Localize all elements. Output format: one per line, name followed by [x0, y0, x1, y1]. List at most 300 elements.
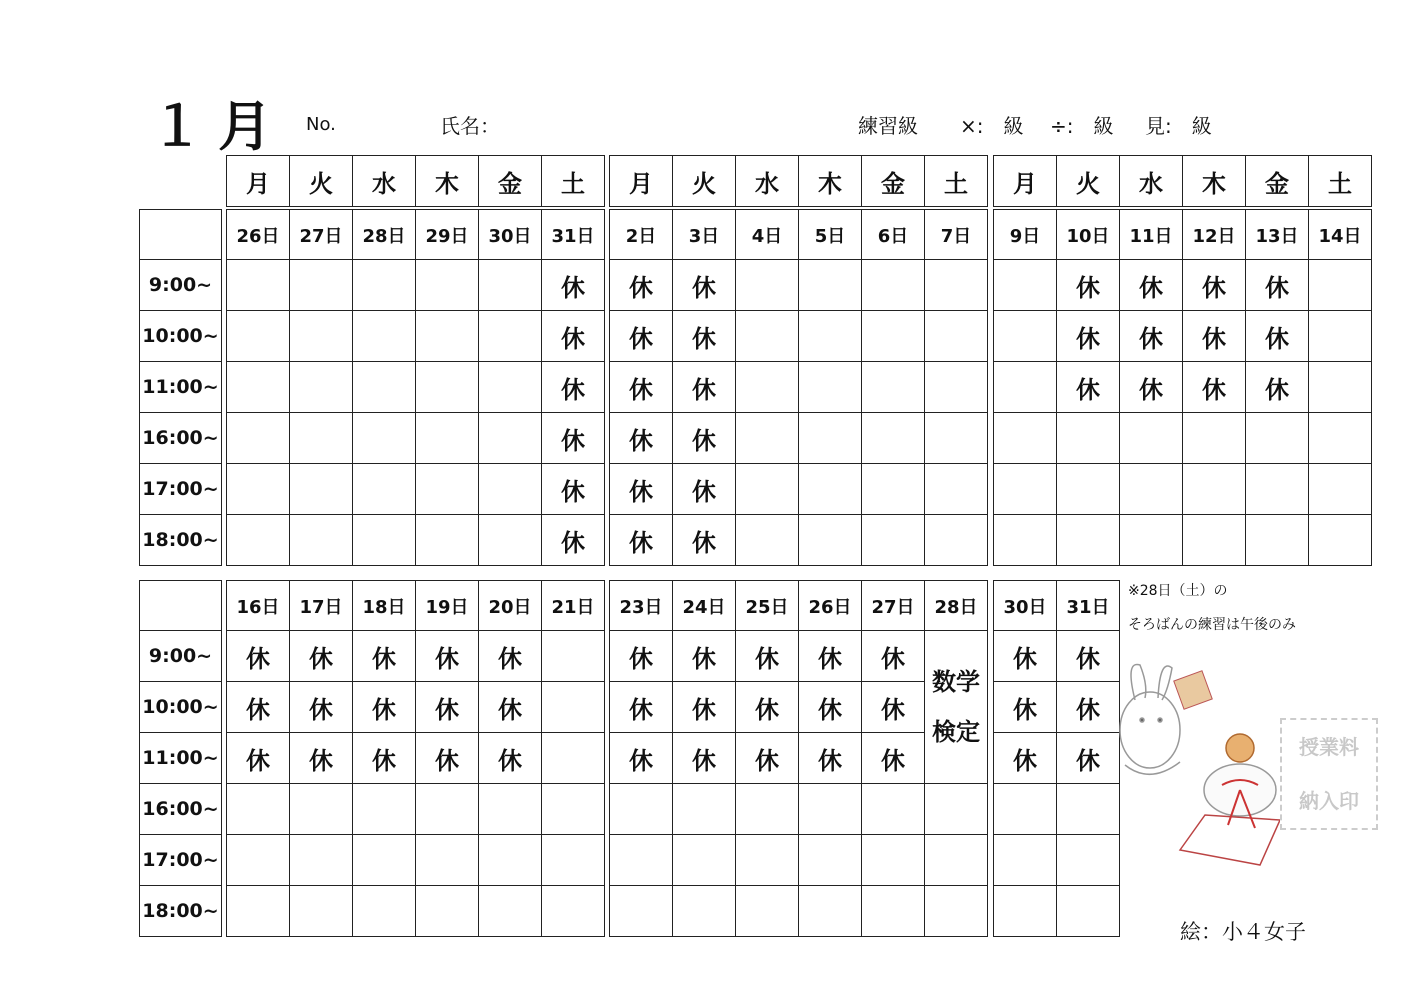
schedule-row: [227, 682, 605, 733]
note-line-1: ※28日（土）の: [1128, 583, 1228, 599]
rest-cell: 休: [610, 413, 673, 464]
rest-cell: 休: [1183, 362, 1246, 413]
schedule-block-top-3: [993, 209, 1372, 566]
empty-cell: [290, 784, 353, 835]
empty-cell: [1246, 515, 1309, 566]
empty-cell: [353, 784, 416, 835]
date-cell: 6日: [862, 210, 925, 260]
empty-cell: [610, 835, 673, 886]
rest-cell: 休: [610, 311, 673, 362]
empty-cell: [479, 260, 542, 311]
schedule-row: [227, 311, 605, 362]
rest-cell: 休: [799, 682, 862, 733]
empty-cell: [925, 464, 988, 515]
empty-cell: [994, 413, 1057, 464]
schedule-row: [994, 311, 1372, 362]
date-cell: 27日: [290, 210, 353, 260]
empty-cell: [1057, 515, 1120, 566]
month-title: １月: [150, 95, 286, 158]
date-row: [610, 581, 988, 631]
rest-cell: 休: [673, 682, 736, 733]
date-cell: 27日: [862, 581, 925, 631]
time-header-row: [140, 210, 222, 260]
empty-cell: [479, 835, 542, 886]
rest-cell: 休: [1057, 362, 1120, 413]
empty-cell: [542, 682, 605, 733]
time-row: [140, 886, 222, 937]
empty-cell: [673, 784, 736, 835]
blank-corner-cell: [140, 581, 222, 631]
empty-cell: [290, 260, 353, 311]
empty-cell: [227, 784, 290, 835]
weekday-cell: 水: [1120, 156, 1183, 207]
schedule-block-bottom-1: [226, 580, 605, 937]
rest-cell: 休: [994, 631, 1057, 682]
weekday-cell: 土: [542, 156, 605, 207]
rest-cell: 休: [542, 413, 605, 464]
empty-cell: [479, 784, 542, 835]
weekday-cell: 月: [610, 156, 673, 207]
empty-cell: [416, 515, 479, 566]
rest-cell: 休: [542, 464, 605, 515]
rest-cell: 休: [416, 733, 479, 784]
date-cell: 20日: [479, 581, 542, 631]
empty-cell: [416, 784, 479, 835]
multiplication-level: ×: 級: [960, 114, 1024, 138]
empty-cell: [542, 835, 605, 886]
rest-cell: 休: [353, 733, 416, 784]
empty-cell: [799, 260, 862, 311]
empty-cell: [862, 362, 925, 413]
schedule-row: [227, 260, 605, 311]
rest-cell: 休: [610, 362, 673, 413]
rest-cell: 休: [227, 733, 290, 784]
empty-cell: [353, 886, 416, 937]
schedule-row: [227, 515, 605, 566]
date-cell: 28日: [353, 210, 416, 260]
empty-cell: [353, 515, 416, 566]
empty-cell: [416, 835, 479, 886]
date-cell: 11日: [1120, 210, 1183, 260]
weekday-cell: 火: [290, 156, 353, 207]
time-column-top: [139, 209, 222, 566]
empty-cell: [736, 835, 799, 886]
rest-cell: 休: [542, 260, 605, 311]
empty-cell: [994, 464, 1057, 515]
time-row: [140, 733, 222, 784]
rest-cell: 休: [610, 515, 673, 566]
schedule-row: [994, 682, 1120, 733]
rabbit-drawing: [1120, 664, 1180, 774]
time-row: [140, 260, 222, 311]
rest-cell: 休: [1057, 311, 1120, 362]
empty-cell: [479, 515, 542, 566]
rest-cell: 休: [1057, 631, 1120, 682]
rest-cell: 休: [799, 733, 862, 784]
rest-cell: 休: [1246, 311, 1309, 362]
empty-cell: [227, 464, 290, 515]
schedule-row: [610, 362, 988, 413]
empty-cell: [353, 260, 416, 311]
empty-cell: [736, 260, 799, 311]
rest-cell: 休: [673, 631, 736, 682]
empty-cell: [290, 362, 353, 413]
weekday-row: [610, 156, 988, 207]
rest-cell: 休: [1246, 362, 1309, 413]
empty-cell: [1057, 413, 1120, 464]
rest-cell: 休: [227, 631, 290, 682]
rest-cell: 休: [1120, 311, 1183, 362]
empty-cell: [925, 260, 988, 311]
rest-cell: 休: [290, 733, 353, 784]
rest-cell: 休: [673, 362, 736, 413]
blank-corner-cell: [140, 210, 222, 260]
schedule-row: [994, 464, 1372, 515]
schedule-row: [227, 631, 605, 682]
rest-cell: 休: [610, 260, 673, 311]
schedule-row: [994, 835, 1120, 886]
empty-cell: [799, 311, 862, 362]
rest-cell: 休: [416, 631, 479, 682]
schedule-row: [610, 515, 988, 566]
schedule-row: [994, 515, 1372, 566]
empty-cell: [479, 464, 542, 515]
empty-cell: [610, 784, 673, 835]
date-row: [227, 210, 605, 260]
empty-cell: [862, 784, 925, 835]
schedule-block-bottom-3: [993, 580, 1120, 937]
empty-cell: [736, 886, 799, 937]
rest-cell: 休: [1057, 733, 1120, 784]
weekday-row: [227, 156, 605, 207]
empty-cell: [736, 311, 799, 362]
empty-cell: [227, 260, 290, 311]
schedule-row: [994, 784, 1120, 835]
empty-cell: [862, 835, 925, 886]
empty-cell: [925, 835, 988, 886]
empty-cell: [227, 311, 290, 362]
date-cell: 31日: [1057, 581, 1120, 631]
weekday-header-2: [609, 155, 988, 207]
empty-cell: [290, 515, 353, 566]
weekday-cell: 木: [799, 156, 862, 207]
schedule-row: [227, 784, 605, 835]
empty-cell: [994, 835, 1057, 886]
weekday-header-1: [226, 155, 605, 207]
rest-cell: 休: [1057, 682, 1120, 733]
rest-cell: 休: [1120, 260, 1183, 311]
schedule-row: [994, 733, 1120, 784]
weekday-cell: 水: [736, 156, 799, 207]
date-cell: 23日: [610, 581, 673, 631]
empty-cell: [862, 260, 925, 311]
time-slot-label: 9:00~: [140, 260, 222, 311]
stamp-line-2: 納入印: [1299, 789, 1359, 813]
empty-cell: [542, 784, 605, 835]
empty-cell: [479, 886, 542, 937]
empty-cell: [416, 886, 479, 937]
rest-cell: 休: [862, 733, 925, 784]
rest-cell: 休: [799, 631, 862, 682]
empty-cell: [799, 413, 862, 464]
new-year-illustration: [1110, 650, 1280, 880]
empty-cell: [1246, 413, 1309, 464]
empty-cell: [799, 362, 862, 413]
empty-cell: [479, 413, 542, 464]
rest-cell: 休: [542, 515, 605, 566]
time-row: [140, 413, 222, 464]
empty-cell: [290, 886, 353, 937]
rest-cell: 休: [416, 682, 479, 733]
time-slot-label: 16:00~: [140, 784, 222, 835]
schedule-row: [610, 886, 988, 937]
rest-cell: 休: [610, 682, 673, 733]
weekday-cell: 月: [994, 156, 1057, 207]
empty-cell: [227, 886, 290, 937]
rest-cell: 休: [610, 631, 673, 682]
date-cell: 26日: [799, 581, 862, 631]
empty-cell: [925, 886, 988, 937]
rest-cell: 休: [673, 733, 736, 784]
rest-cell: 休: [736, 631, 799, 682]
kagami-mochi-drawing: [1180, 734, 1280, 865]
schedule-row: [994, 631, 1120, 682]
empty-cell: [353, 311, 416, 362]
date-cell: 21日: [542, 581, 605, 631]
time-row: [140, 464, 222, 515]
time-slot-label: 18:00~: [140, 886, 222, 937]
empty-cell: [736, 464, 799, 515]
number-label: No.: [306, 114, 336, 135]
schedule-block-top-2: [609, 209, 988, 566]
schedule-row: [994, 260, 1372, 311]
rest-cell: 休: [673, 464, 736, 515]
tuition-stamp-box: [1280, 718, 1378, 830]
rest-cell: 休: [673, 413, 736, 464]
empty-cell: [227, 413, 290, 464]
empty-cell: [736, 362, 799, 413]
empty-cell: [1309, 362, 1372, 413]
empty-cell: [994, 886, 1057, 937]
empty-cell: [1309, 515, 1372, 566]
empty-cell: [1309, 260, 1372, 311]
empty-cell: [799, 784, 862, 835]
time-slot-label: 17:00~: [140, 835, 222, 886]
empty-cell: [799, 835, 862, 886]
rest-cell: 休: [290, 682, 353, 733]
time-row: [140, 835, 222, 886]
name-label: 氏名：: [440, 114, 500, 138]
empty-cell: [416, 260, 479, 311]
schedule-block-bottom-2: [609, 580, 988, 937]
rest-cell: 休: [736, 733, 799, 784]
empty-cell: [736, 515, 799, 566]
date-cell: 7日: [925, 210, 988, 260]
rest-cell: 休: [610, 733, 673, 784]
rest-cell: 休: [353, 631, 416, 682]
empty-cell: [925, 362, 988, 413]
time-slot-label: 10:00~: [140, 682, 222, 733]
empty-cell: [799, 464, 862, 515]
empty-cell: [416, 362, 479, 413]
time-slot-label: 10:00~: [140, 311, 222, 362]
rest-cell: 休: [862, 631, 925, 682]
rest-cell: 休: [994, 682, 1057, 733]
schedule-row: [610, 260, 988, 311]
empty-cell: [1183, 515, 1246, 566]
date-cell: 9日: [994, 210, 1057, 260]
exam-line-2: 検定: [932, 718, 980, 746]
schedule-row: [227, 413, 605, 464]
exam-line-1: 数学: [932, 668, 980, 696]
rest-cell: 休: [479, 682, 542, 733]
note-line-2: そろばんの練習は午後のみ: [1128, 617, 1296, 633]
rest-cell: 休: [673, 311, 736, 362]
empty-cell: [862, 311, 925, 362]
empty-cell: [227, 362, 290, 413]
rest-cell: 休: [227, 682, 290, 733]
schedule-row: [227, 464, 605, 515]
date-row: [610, 210, 988, 260]
empty-cell: [416, 464, 479, 515]
empty-cell: [862, 413, 925, 464]
empty-cell: [1183, 413, 1246, 464]
time-row: [140, 784, 222, 835]
empty-cell: [227, 835, 290, 886]
empty-cell: [542, 631, 605, 682]
weekday-cell: 木: [1183, 156, 1246, 207]
empty-cell: [290, 464, 353, 515]
empty-cell: [353, 413, 416, 464]
empty-cell: [353, 362, 416, 413]
rest-cell: 休: [673, 260, 736, 311]
empty-cell: [479, 311, 542, 362]
date-cell: 24日: [673, 581, 736, 631]
time-row: [140, 515, 222, 566]
empty-cell: [736, 784, 799, 835]
rest-cell: 休: [1183, 311, 1246, 362]
time-row: [140, 311, 222, 362]
rest-cell: 休: [736, 682, 799, 733]
date-cell: 2日: [610, 210, 673, 260]
rest-cell: 休: [290, 631, 353, 682]
empty-cell: [925, 311, 988, 362]
empty-cell: [227, 515, 290, 566]
empty-cell: [994, 260, 1057, 311]
empty-cell: [1120, 464, 1183, 515]
rest-cell: 休: [673, 515, 736, 566]
date-cell: 18日: [353, 581, 416, 631]
rest-cell: 休: [994, 733, 1057, 784]
date-row: [994, 210, 1372, 260]
weekday-cell: 金: [862, 156, 925, 207]
date-cell: 17日: [290, 581, 353, 631]
illustration-credit: 絵：小４女子: [1180, 920, 1306, 944]
empty-cell: [479, 362, 542, 413]
empty-cell: [416, 413, 479, 464]
date-row: [994, 581, 1120, 631]
weekday-cell: 木: [416, 156, 479, 207]
date-cell: 4日: [736, 210, 799, 260]
time-slot-label: 9:00~: [140, 631, 222, 682]
date-cell: 14日: [1309, 210, 1372, 260]
empty-cell: [290, 835, 353, 886]
time-row: [140, 682, 222, 733]
rest-cell: 休: [862, 682, 925, 733]
schedule-row: [610, 631, 988, 682]
empty-cell: [994, 362, 1057, 413]
date-cell: 12日: [1183, 210, 1246, 260]
empty-cell: [610, 886, 673, 937]
empty-cell: [290, 413, 353, 464]
schedule-row: [994, 413, 1372, 464]
date-cell: 3日: [673, 210, 736, 260]
time-column-bottom: [139, 580, 222, 937]
empty-cell: [799, 886, 862, 937]
weekday-cell: 金: [1246, 156, 1309, 207]
empty-cell: [799, 515, 862, 566]
date-cell: 30日: [479, 210, 542, 260]
schedule-row: [610, 784, 988, 835]
schedule-row: [610, 464, 988, 515]
empty-cell: [673, 886, 736, 937]
date-cell: 30日: [994, 581, 1057, 631]
time-slot-label: 18:00~: [140, 515, 222, 566]
weekday-cell: 金: [479, 156, 542, 207]
schedule-row: [227, 835, 605, 886]
date-cell: 13日: [1246, 210, 1309, 260]
date-cell: 5日: [799, 210, 862, 260]
empty-cell: [353, 835, 416, 886]
weekday-cell: 水: [353, 156, 416, 207]
rest-cell: 休: [610, 464, 673, 515]
gift-box-drawing: [1174, 671, 1212, 709]
empty-cell: [416, 311, 479, 362]
weekday-cell: 土: [925, 156, 988, 207]
empty-cell: [1309, 413, 1372, 464]
time-header-row: [140, 581, 222, 631]
weekday-cell: 月: [227, 156, 290, 207]
empty-cell: [1183, 464, 1246, 515]
schedule-row: [610, 311, 988, 362]
weekday-cell: 火: [673, 156, 736, 207]
stamp-line-1: 授業料: [1299, 735, 1359, 759]
weekday-row: [994, 156, 1372, 207]
schedule-row: [227, 362, 605, 413]
rest-cell: 休: [1246, 260, 1309, 311]
empty-cell: [994, 515, 1057, 566]
rest-cell: 休: [479, 631, 542, 682]
empty-cell: [1309, 464, 1372, 515]
time-slot-label: 16:00~: [140, 413, 222, 464]
rest-cell: 休: [1120, 362, 1183, 413]
empty-cell: [1120, 515, 1183, 566]
time-slot-label: 11:00~: [140, 733, 222, 784]
empty-cell: [862, 464, 925, 515]
rest-cell: 休: [353, 682, 416, 733]
empty-cell: [994, 784, 1057, 835]
schedule-block-top-1: [226, 209, 605, 566]
time-slot-label: 17:00~: [140, 464, 222, 515]
math-exam-cell: [925, 631, 988, 784]
empty-cell: [542, 886, 605, 937]
date-cell: 16日: [227, 581, 290, 631]
empty-cell: [736, 413, 799, 464]
date-cell: 29日: [416, 210, 479, 260]
date-cell: 10日: [1057, 210, 1120, 260]
schedule-row: [610, 835, 988, 886]
date-cell: 28日: [925, 581, 988, 631]
